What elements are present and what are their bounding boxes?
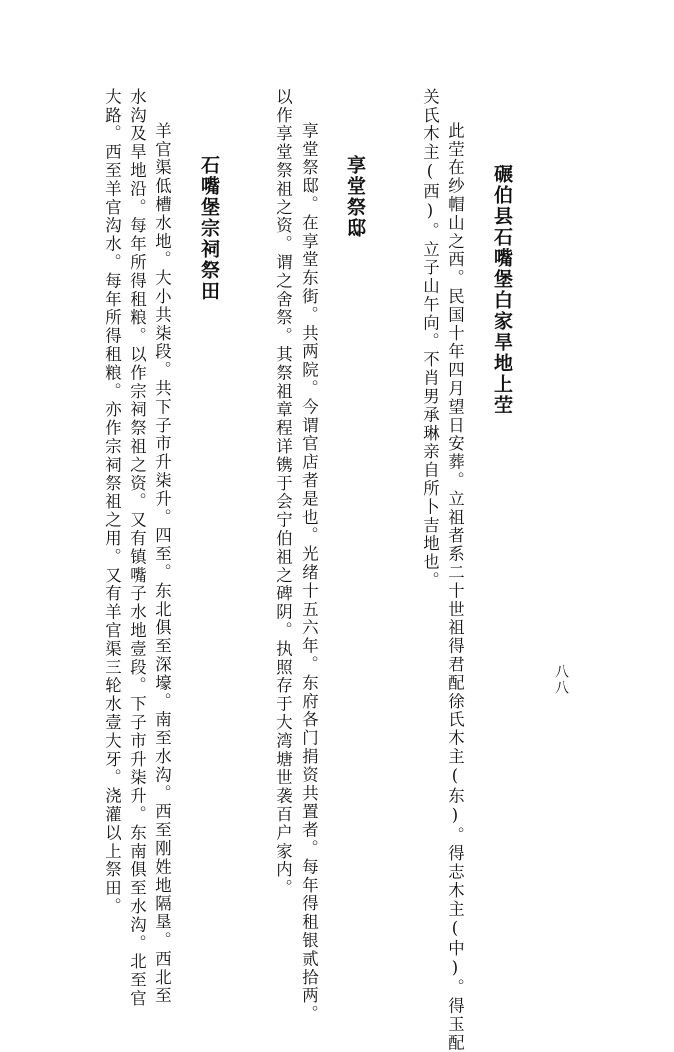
body-line: 羊官渠低槽水地。大小共柒段。共下子市升柒升。四至。东北俱至深壕。南至水沟。西至刚姓地隔垦。西北至 bbox=[152, 122, 172, 1006]
body-line: 以作享堂祭祖之资。谓之舍祭。其祭祖章程详镌于会宁伯祖之碑阴。执照存于大湾塘世袭百户家内。 bbox=[273, 88, 293, 898]
body-line: 关氏木主(西)。立子山午向。不肖男承琳亲自所卜吉地也。 bbox=[420, 88, 440, 590]
body-line: 大路。西至羊官沟水。每年所得租粮。亦作宗祠祭祖之用。又有羊官渠三轮水壹大牙。浇灌以上祭田。 bbox=[102, 88, 122, 916]
body-line: 此茔在纱帽山之西。民国十年四月望日安葬。立祖者系二十世祖得君配徐氏木主(东)。得志木主(中)。得玉配 bbox=[445, 122, 465, 1052]
section-title-baijia-upper-grave: 碾伯县石嘴堡白家旱地上茔 bbox=[491, 164, 513, 416]
section-title-ancestral-hall-fields: 石嘴堡宗祠祭田 bbox=[198, 155, 220, 302]
page-number: 八八 bbox=[553, 664, 569, 696]
body-line: 享堂祭邸。在享堂东街。共两院。今谓官店者是也。光绪十五六年。东府各门捐资共置者。每年得租银贰拾两。 bbox=[299, 122, 319, 1024]
body-line: 水沟及旱地沿。每年所得租粮。以作宗祠祭祖之资。又有镇嘴子水地壹段。下子市升柒升。东南俱至水沟。北至官 bbox=[127, 88, 147, 1008]
section-title-xiangtang-jidi: 享堂祭邸 bbox=[344, 155, 366, 239]
